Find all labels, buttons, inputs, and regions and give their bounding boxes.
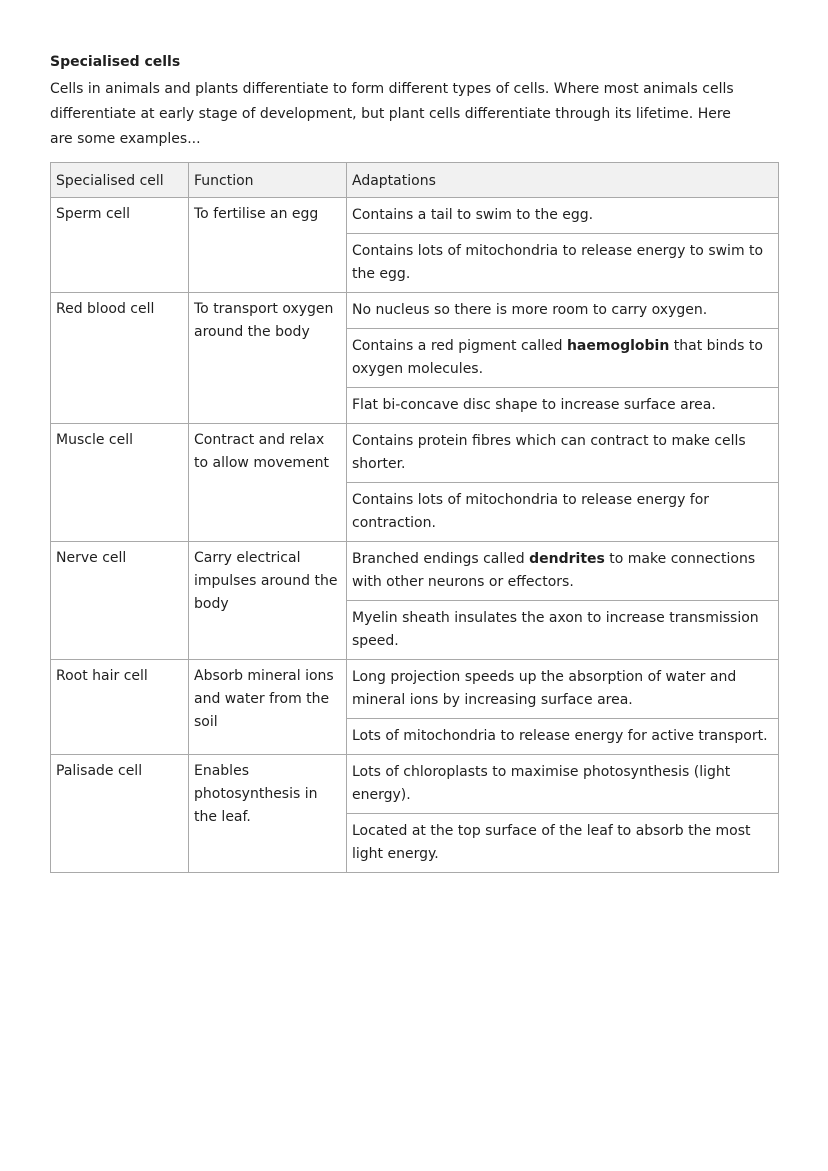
adaptation-text: that binds to oxygen molecules.	[352, 338, 763, 377]
cell-adaptation: Lots of mitochondria to release energy for active transport.	[347, 719, 779, 755]
cell-type-name: Red blood cell	[51, 293, 189, 424]
adaptation-text: Branched endings called	[352, 551, 530, 567]
table-row	[51, 660, 779, 719]
cell-type-name: Palisade cell	[51, 755, 189, 873]
cell-type-name: Nerve cell	[51, 542, 189, 660]
cell-adaptation: Contains lots of mitochondria to release energy for contraction.	[347, 483, 779, 542]
table-row	[51, 424, 779, 483]
cell-adaptation: Contains protein fibres which can contract to make cells shorter.	[347, 424, 779, 483]
header-specialised-cell: Specialised cell	[51, 163, 189, 198]
cell-adaptation: Flat bi-concave disc shape to increase surface area.	[347, 388, 779, 424]
adaptation-text: Contains a red pigment called	[352, 338, 567, 354]
cell-adaptation: Long projection speeds up the absorption of water and mineral ions by increasing surface area.	[347, 660, 779, 719]
document-page	[50, 52, 778, 873]
cell-type-name: Root hair cell	[51, 660, 189, 755]
page-title: Specialised cells	[50, 54, 181, 70]
cell-function: Contract and relax to allow movement	[189, 424, 347, 542]
cell-function: To fertilise an egg	[189, 198, 347, 293]
table-row	[51, 542, 779, 601]
cell-adaptation: Contains a tail to swim to the egg.	[347, 198, 779, 234]
cell-adaptation: Located at the top surface of the leaf to absorb the most light energy.	[347, 814, 779, 873]
table-body	[51, 198, 779, 873]
cell-function: Absorb mineral ions and water from the soil	[189, 660, 347, 755]
cell-adaptation	[347, 542, 779, 601]
key-term: haemoglobin	[566, 338, 670, 354]
cell-adaptation: Myelin sheath insulates the axon to increase transmission speed.	[347, 601, 779, 660]
cell-function: To transport oxygen around the body	[189, 293, 347, 424]
table-row	[51, 198, 779, 234]
cell-type-name: Muscle cell	[51, 424, 189, 542]
cell-adaptation	[347, 329, 779, 388]
cell-function: Carry electrical impulses around the body	[189, 542, 347, 660]
cell-adaptation: Lots of chloroplasts to maximise photosynthesis (light energy).	[347, 755, 779, 814]
cell-adaptation: No nucleus so there is more room to carry oxygen.	[347, 293, 779, 329]
cell-function: Enables photosynthesis in the leaf.	[189, 755, 347, 873]
table-row	[51, 293, 779, 329]
intro-paragraph: Cells in animals and plants differentiate to form different types of cells. Where most animals cells differentiate at early stage of development, but plant cells differentiate through its lifetime. Here are some examples...	[50, 81, 734, 147]
table-row	[51, 755, 779, 814]
adaptation-text: to make connections with other neurons or effectors.	[352, 551, 756, 590]
header-function: Function	[189, 163, 347, 198]
cell-adaptation: Contains lots of mitochondria to release energy to swim to the egg.	[347, 234, 779, 293]
table-header-row	[51, 163, 779, 198]
header-adaptations: Adaptations	[347, 163, 779, 198]
cell-type-name: Sperm cell	[51, 198, 189, 293]
key-term: dendrites	[529, 551, 605, 567]
specialised-cells-table	[50, 162, 779, 873]
